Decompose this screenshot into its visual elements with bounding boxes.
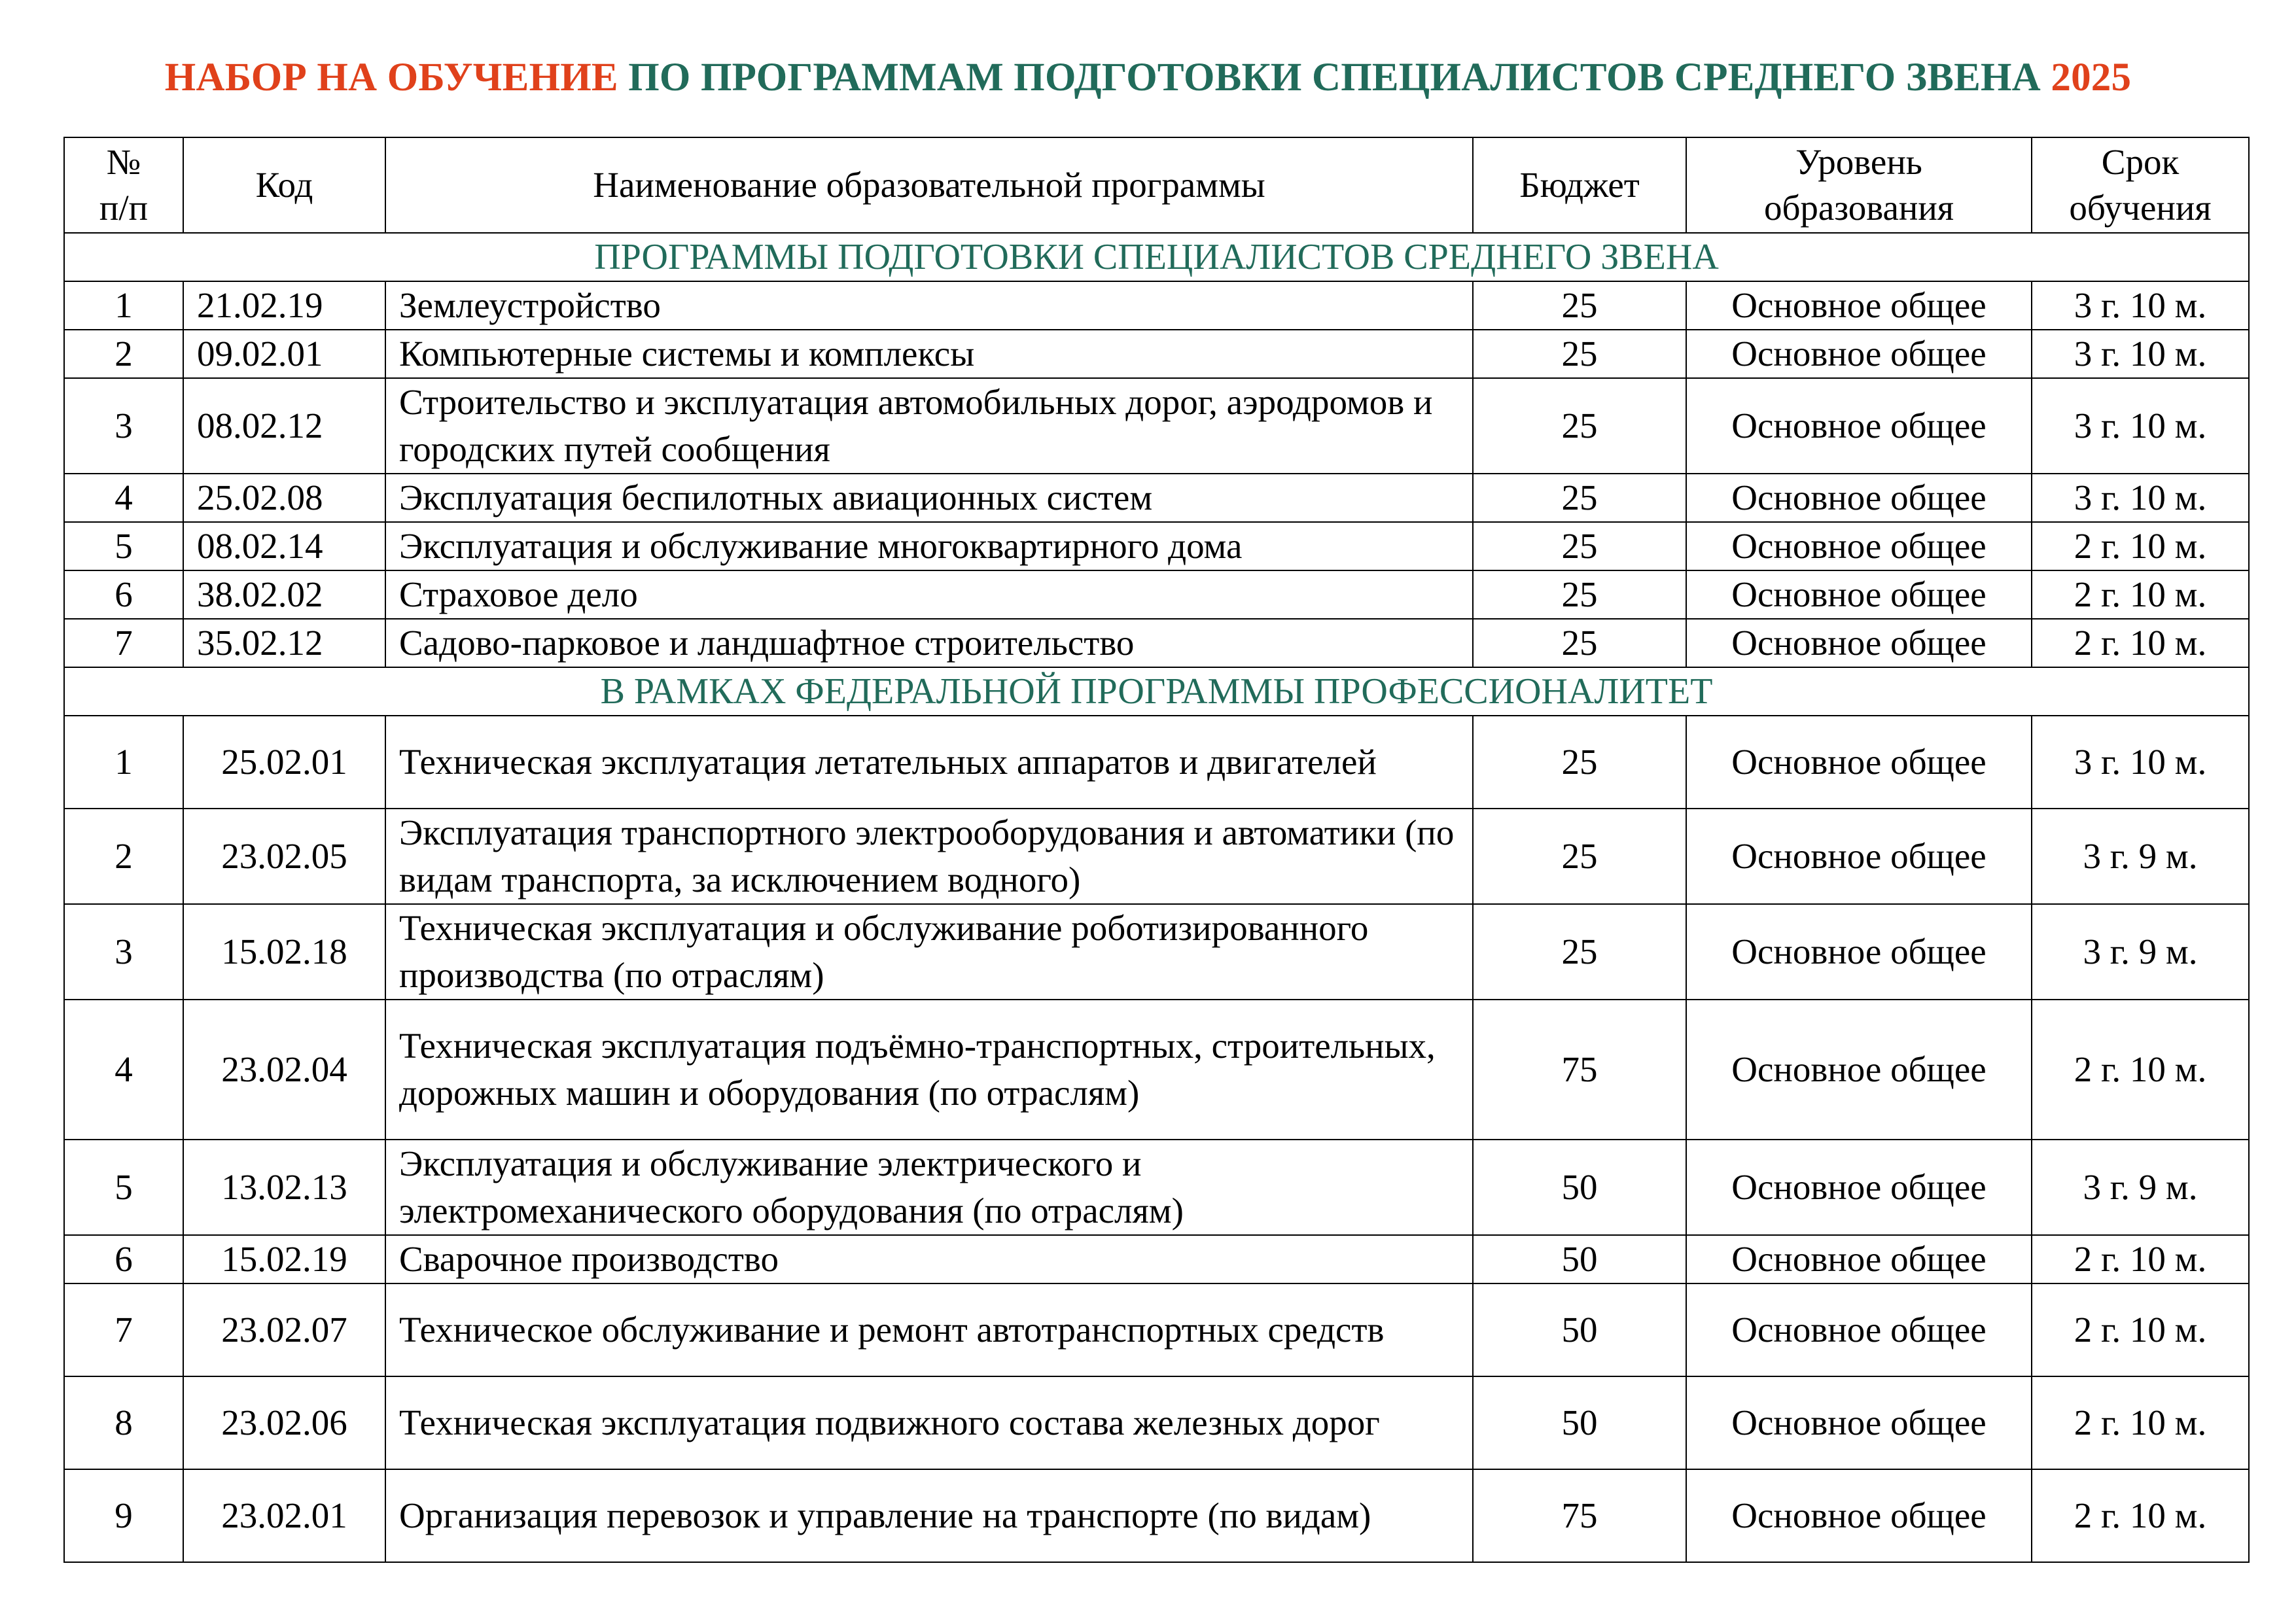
table-row bbox=[64, 570, 2249, 619]
table-row bbox=[64, 1235, 2249, 1283]
row-number: 6 bbox=[64, 570, 183, 619]
row-program-name: Техническая эксплуатация летательных аппаратов и двигателей bbox=[385, 716, 1473, 809]
row-budget: 50 bbox=[1473, 1283, 1686, 1376]
row-program-name: Сварочное производство bbox=[385, 1235, 1473, 1283]
header-num: № п/п bbox=[64, 137, 183, 233]
row-code: 08.02.14 bbox=[183, 522, 385, 570]
row-study-term: 3 г. 10 м. bbox=[2032, 716, 2249, 809]
table-row bbox=[64, 522, 2249, 570]
header-budget: Бюджет bbox=[1473, 137, 1686, 233]
table-row bbox=[64, 904, 2249, 1000]
row-budget: 25 bbox=[1473, 378, 1686, 474]
row-program-name: Эксплуатация и обслуживание электрического и электромеханического оборудования (по отраслям) bbox=[385, 1140, 1473, 1235]
row-program-name: Строительство и эксплуатация автомобильных дорог, аэродромов и городских путей сообщения bbox=[385, 378, 1473, 474]
row-study-term: 3 г. 9 м. bbox=[2032, 809, 2249, 904]
row-program-name: Компьютерные системы и комплексы bbox=[385, 330, 1473, 378]
row-budget: 75 bbox=[1473, 1000, 1686, 1140]
row-education-level: Основное общее bbox=[1686, 809, 2032, 904]
row-number: 7 bbox=[64, 1283, 183, 1376]
row-number: 3 bbox=[64, 378, 183, 474]
row-code: 15.02.18 bbox=[183, 904, 385, 1000]
row-budget: 50 bbox=[1473, 1140, 1686, 1235]
section-title: ПРОГРАММЫ ПОДГОТОВКИ СПЕЦИАЛИСТОВ СРЕДНЕГО ЗВЕНА bbox=[64, 233, 2249, 281]
header-term: Срок обучения bbox=[2032, 137, 2249, 233]
row-number: 3 bbox=[64, 904, 183, 1000]
row-study-term: 2 г. 10 м. bbox=[2032, 1000, 2249, 1140]
row-study-term: 2 г. 10 м. bbox=[2032, 522, 2249, 570]
table-body bbox=[64, 233, 2249, 1562]
table-row bbox=[64, 1469, 2249, 1562]
row-study-term: 3 г. 10 м. bbox=[2032, 474, 2249, 522]
row-number: 6 bbox=[64, 1235, 183, 1283]
section-header-row bbox=[64, 667, 2249, 716]
row-study-term: 3 г. 10 м. bbox=[2032, 330, 2249, 378]
row-code: 23.02.01 bbox=[183, 1469, 385, 1562]
row-education-level: Основное общее bbox=[1686, 619, 2032, 667]
row-code: 23.02.06 bbox=[183, 1376, 385, 1469]
row-budget: 25 bbox=[1473, 904, 1686, 1000]
page-title-year: 2025 bbox=[2051, 56, 2132, 99]
table-row bbox=[64, 378, 2249, 474]
row-code: 23.02.04 bbox=[183, 1000, 385, 1140]
row-study-term: 3 г. 9 м. bbox=[2032, 904, 2249, 1000]
row-program-name: Техническая эксплуатация и обслуживание роботизированного производства (по отраслям) bbox=[385, 904, 1473, 1000]
row-budget: 50 bbox=[1473, 1235, 1686, 1283]
row-number: 7 bbox=[64, 619, 183, 667]
table-header-row bbox=[64, 137, 2249, 233]
row-education-level: Основное общее bbox=[1686, 570, 2032, 619]
row-number: 1 bbox=[64, 716, 183, 809]
row-code: 35.02.12 bbox=[183, 619, 385, 667]
row-code: 13.02.13 bbox=[183, 1140, 385, 1235]
table-row bbox=[64, 809, 2249, 904]
row-code: 08.02.12 bbox=[183, 378, 385, 474]
row-budget: 25 bbox=[1473, 570, 1686, 619]
row-number: 4 bbox=[64, 1000, 183, 1140]
row-code: 23.02.05 bbox=[183, 809, 385, 904]
table-row bbox=[64, 330, 2249, 378]
table-row bbox=[64, 619, 2249, 667]
row-budget: 25 bbox=[1473, 619, 1686, 667]
header-name: Наименование образовательной программы bbox=[385, 137, 1473, 233]
row-education-level: Основное общее bbox=[1686, 904, 2032, 1000]
row-number: 1 bbox=[64, 281, 183, 330]
table-row bbox=[64, 1140, 2249, 1235]
row-education-level: Основное общее bbox=[1686, 474, 2032, 522]
row-program-name: Садово-парковое и ландшафтное строительство bbox=[385, 619, 1473, 667]
row-number: 5 bbox=[64, 522, 183, 570]
row-education-level: Основное общее bbox=[1686, 330, 2032, 378]
row-budget: 25 bbox=[1473, 522, 1686, 570]
row-program-name: Эксплуатация беспилотных авиационных систем bbox=[385, 474, 1473, 522]
row-code: 38.02.02 bbox=[183, 570, 385, 619]
row-budget: 25 bbox=[1473, 474, 1686, 522]
row-number: 2 bbox=[64, 809, 183, 904]
row-number: 4 bbox=[64, 474, 183, 522]
row-code: 15.02.19 bbox=[183, 1235, 385, 1283]
section-title: В РАМКАХ ФЕДЕРАЛЬНОЙ ПРОГРАММЫ ПРОФЕССИОНАЛИТЕТ bbox=[64, 667, 2249, 716]
row-number: 5 bbox=[64, 1140, 183, 1235]
row-number: 9 bbox=[64, 1469, 183, 1562]
row-number: 8 bbox=[64, 1376, 183, 1469]
row-study-term: 2 г. 10 м. bbox=[2032, 1376, 2249, 1469]
programs-table bbox=[63, 137, 2250, 1563]
table-row bbox=[64, 716, 2249, 809]
row-budget: 50 bbox=[1473, 1376, 1686, 1469]
row-code: 23.02.07 bbox=[183, 1283, 385, 1376]
page-title-part1: НАБОР НА ОБУЧЕНИЕ bbox=[164, 56, 618, 99]
row-code: 21.02.19 bbox=[183, 281, 385, 330]
row-program-name: Организация перевозок и управление на транспорте (по видам) bbox=[385, 1469, 1473, 1562]
row-budget: 75 bbox=[1473, 1469, 1686, 1562]
row-education-level: Основное общее bbox=[1686, 378, 2032, 474]
row-education-level: Основное общее bbox=[1686, 716, 2032, 809]
table-row bbox=[64, 1000, 2249, 1140]
section-header-row bbox=[64, 233, 2249, 281]
row-program-name: Землеустройство bbox=[385, 281, 1473, 330]
table-row bbox=[64, 281, 2249, 330]
row-program-name: Техническая эксплуатация подвижного состава железных дорог bbox=[385, 1376, 1473, 1469]
row-budget: 25 bbox=[1473, 809, 1686, 904]
row-program-name: Эксплуатация транспортного электрооборудования и автоматики (по видам транспорта, за исключением водного) bbox=[385, 809, 1473, 904]
row-code: 25.02.01 bbox=[183, 716, 385, 809]
page-title-part2: ПО ПРОГРАММАМ ПОДГОТОВКИ СПЕЦИАЛИСТОВ СРЕДНЕГО ЗВЕНА bbox=[628, 56, 2041, 99]
row-study-term: 3 г. 10 м. bbox=[2032, 281, 2249, 330]
row-budget: 25 bbox=[1473, 716, 1686, 809]
row-education-level: Основное общее bbox=[1686, 1140, 2032, 1235]
row-program-name: Техническая эксплуатация подъёмно-транспортных, строительных, дорожных машин и оборудования (по отраслям) bbox=[385, 1000, 1473, 1140]
row-education-level: Основное общее bbox=[1686, 1283, 2032, 1376]
row-study-term: 2 г. 10 м. bbox=[2032, 1235, 2249, 1283]
table-row bbox=[64, 1283, 2249, 1376]
row-education-level: Основное общее bbox=[1686, 281, 2032, 330]
row-program-name: Эксплуатация и обслуживание многоквартирного дома bbox=[385, 522, 1473, 570]
row-education-level: Основное общее bbox=[1686, 1469, 2032, 1562]
row-program-name: Техническое обслуживание и ремонт автотранспортных средств bbox=[385, 1283, 1473, 1376]
row-budget: 25 bbox=[1473, 330, 1686, 378]
row-study-term: 2 г. 10 м. bbox=[2032, 570, 2249, 619]
row-study-term: 2 г. 10 м. bbox=[2032, 619, 2249, 667]
row-study-term: 2 г. 10 м. bbox=[2032, 1469, 2249, 1562]
row-education-level: Основное общее bbox=[1686, 1376, 2032, 1469]
row-number: 2 bbox=[64, 330, 183, 378]
header-code: Код bbox=[183, 137, 385, 233]
table-row bbox=[64, 474, 2249, 522]
row-program-name: Страховое дело bbox=[385, 570, 1473, 619]
row-budget: 25 bbox=[1473, 281, 1686, 330]
row-education-level: Основное общее bbox=[1686, 1235, 2032, 1283]
row-study-term: 2 г. 10 м. bbox=[2032, 1283, 2249, 1376]
table-row bbox=[64, 1376, 2249, 1469]
row-education-level: Основное общее bbox=[1686, 522, 2032, 570]
row-study-term: 3 г. 10 м. bbox=[2032, 378, 2249, 474]
row-education-level: Основное общее bbox=[1686, 1000, 2032, 1140]
row-study-term: 3 г. 9 м. bbox=[2032, 1140, 2249, 1235]
header-level: Уровень образования bbox=[1686, 137, 2032, 233]
row-code: 09.02.01 bbox=[183, 330, 385, 378]
row-code: 25.02.08 bbox=[183, 474, 385, 522]
page-title bbox=[0, 55, 2296, 101]
